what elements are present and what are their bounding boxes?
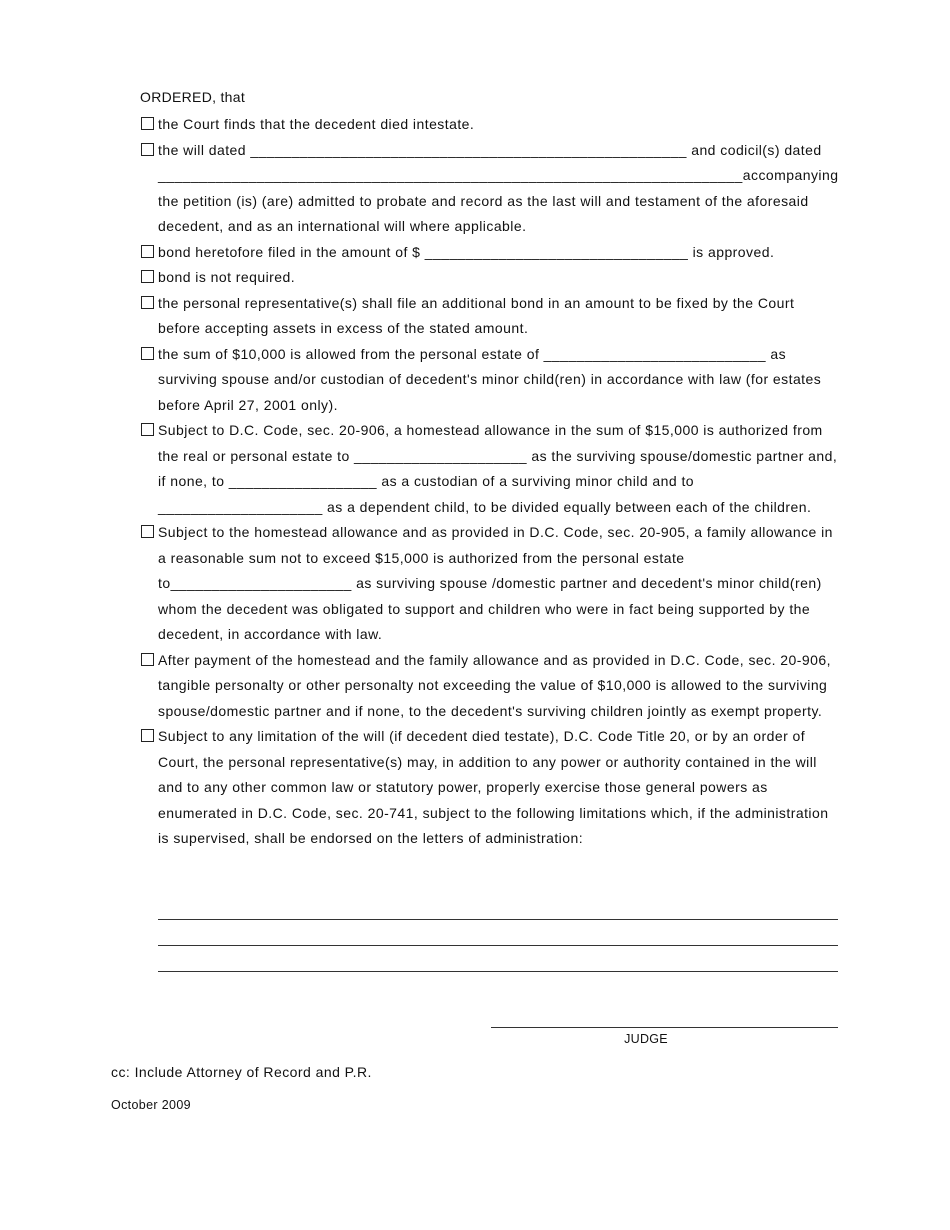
provision-text: After payment of the homestead and the family allowance and as provided in D.C. Code, sec. 20-906, tangible personalty or other personalty not exceeding the value of $10,000 is allowed to the surviving spouse/domestic partner and if none, to the decedent's surviving children jointly as exempt property. <box>158 651 831 719</box>
provision-bond-approved <box>140 240 840 266</box>
limitations-line[interactable] <box>158 932 838 946</box>
provision-text: the will dated _____________________________________________________ and codicil(s) dated _______________________________________________________________________accompanying the petition (is) (are) admitted to probate and record as the last will and testament of the aforesaid decedent, and as an international will where applicable. <box>158 141 839 234</box>
checkbox[interactable] <box>141 653 154 666</box>
judge-signature-line[interactable] <box>491 1027 838 1028</box>
provision-text: bond heretofore filed in the amount of $ ________________________________ is approved. <box>158 243 775 260</box>
provision-text: bond is not required. <box>158 269 296 285</box>
checkbox[interactable] <box>141 143 154 156</box>
provision-10000-allowance <box>140 342 840 419</box>
checkbox[interactable] <box>141 117 154 130</box>
provision-family-allowance <box>140 520 840 648</box>
checkbox[interactable] <box>141 347 154 360</box>
provision-text: the Court finds that the decedent died intestate. <box>158 116 475 132</box>
provision-homestead-allowance <box>140 418 840 520</box>
provision-text: Subject to D.C. Code, sec. 20-906, a homestead allowance in the sum of $15,000 is authorized from the real or personal estate to _____________________ as the surviving spouse/domestic partner and, if none, to __________________ as a custodian of a surviving minor child and to ____________________ as a dependent child, to be divided equally between each of the children. <box>158 422 838 515</box>
provision-bond-not-required <box>140 265 840 291</box>
limitations-lines <box>158 906 838 984</box>
checkbox[interactable] <box>141 245 154 258</box>
provision-text: Subject to the homestead allowance and as provided in D.C. Code, sec. 20-905, a family allowance in a reasonable sum not to exceed $15,000 is authorized from the personal estate to______________________ as surviving spouse /domestic partner and decedent's minor child(ren) whom the decedent was obligated to support and children who were in fact being supported by the decedent, in accordance with law. <box>158 524 833 642</box>
provision-will-admitted <box>140 138 840 240</box>
limitations-line[interactable] <box>158 906 838 920</box>
limitations-line[interactable] <box>158 958 838 972</box>
judge-label: JUDGE <box>624 1032 668 1046</box>
provision-exempt-property <box>140 648 840 725</box>
provision-text: the personal representative(s) shall file an additional bond in an amount to be fixed by the Court before accepting assets in excess of the stated amount. <box>158 294 795 336</box>
checkbox[interactable] <box>141 270 154 283</box>
order-provisions-list <box>140 112 840 852</box>
provision-text: the sum of $10,000 is allowed from the personal estate of ___________________________ as surviving spouse and/or custodian of decedent's minor child(ren) in accordance with law (for estates before April 27, 2001 only). <box>158 345 822 413</box>
checkbox[interactable] <box>141 423 154 436</box>
provision-general-powers <box>140 724 840 852</box>
provision-intestate <box>140 112 840 138</box>
checkbox[interactable] <box>141 296 154 309</box>
form-date: October 2009 <box>111 1098 191 1112</box>
cc-note: cc: Include Attorney of Record and P.R. <box>111 1064 372 1080</box>
provision-additional-bond <box>140 291 840 342</box>
ordered-heading: ORDERED, that <box>140 89 246 105</box>
provision-text: Subject to any limitation of the will (if decedent died testate), D.C. Code Title 20, or by an order of Court, the personal representative(s) may, in addition to any power or authority contained in the will and to any other common law or statutory power, properly exercise those general powers as enumerated in D.C. Code, sec. 20-741, subject to the following limitations which, if the administration is supervised, shall be endorsed on the letters of administration: <box>158 728 829 846</box>
checkbox[interactable] <box>141 729 154 742</box>
checkbox[interactable] <box>141 525 154 538</box>
